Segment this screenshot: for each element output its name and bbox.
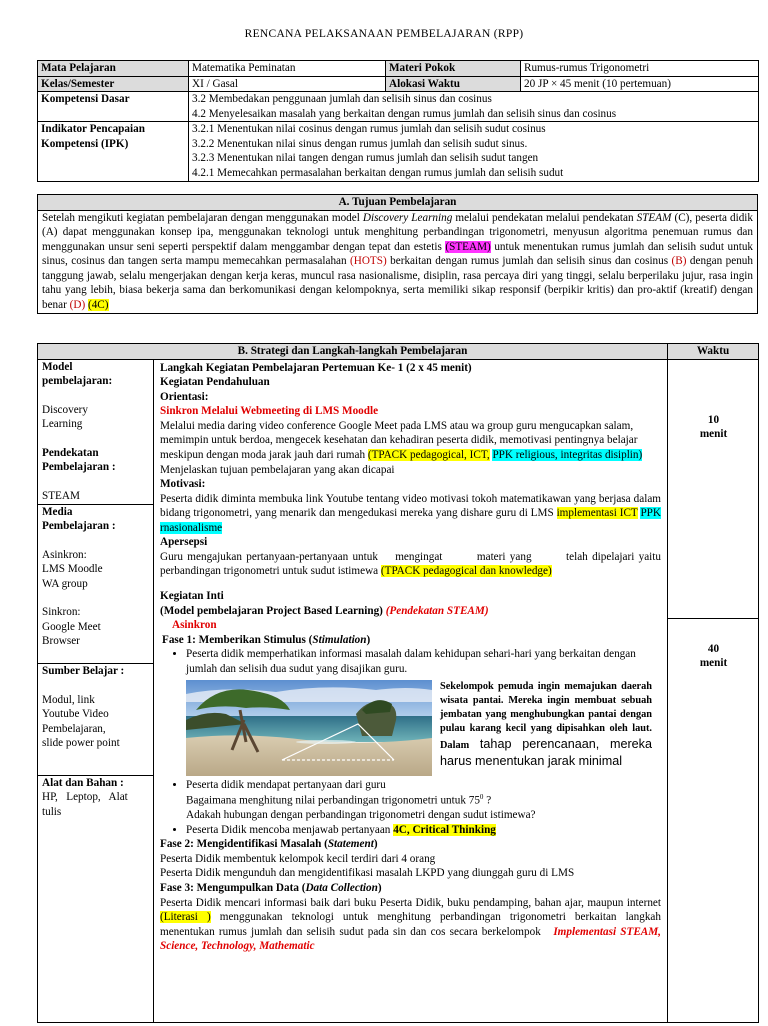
kd-item: 3.2 Membedakan penggunaan jumlah dan selisih sinus dan cosinus	[192, 93, 492, 106]
waktu-header: Waktu	[668, 344, 759, 360]
kelas-value: XI / Gasal	[189, 76, 386, 92]
alat-value: tulis	[42, 805, 62, 818]
steam-implementasi-tag: Implementasi STEAM, Science, Technology, Mathematic	[160, 925, 661, 953]
model-value: Discovery	[42, 403, 88, 416]
media-value: Browser	[42, 635, 80, 648]
materi-label: Materi Pokok	[386, 61, 521, 77]
tujuan-steam: STEAM	[636, 211, 672, 224]
apersepsi-body: Guru mengajukan pertanyaan-pertanyaan untuk mengingat materi yang telah dipelajari yaitu perbandingan trigonometri untuk sudut istimewa	[160, 550, 664, 578]
list-item	[186, 778, 661, 822]
motivasi-body: Peserta didik diminta membuka link Youtube tentang video motivasi tokoh matematikawan yang berjasa dalam bidang trigonometri, yang menarik dan mengedukasi mereka yang dishare guru di LMS	[160, 492, 661, 520]
sinkron-title: Sinkron Melalui Webmeeting di LMS Moodle	[160, 405, 379, 418]
kelas-label: Kelas/Semester	[38, 76, 189, 92]
media-value: Asinkron:	[42, 548, 87, 561]
list-item: • Peserta didik memperhatikan informasi masalah dalam kehidupan sehari-hari yang berkaitan dengan jumlah dan selisih dua sudut yang disajikan guru.	[186, 647, 661, 676]
4c-highlight: (4C)	[87, 298, 109, 311]
tujuan-text: dengan penuh tanggung jawab, selalu mengerjakan dengan kerja keras, muncul rasa nasionalisme, disiplin, rasa percaya diri yang tinggi, selalu berperilaku jujur, rasa ingin tahu yang lebih, biasa bekerja sama dan berkomunikasi dengan kelompoknya, serta memiliki sikap responsif (berpikir kritis) dan pro-aktif (kreatif) dengan benar	[42, 255, 753, 311]
story-text-large: tahap perencanaan, mereka harus menentukan jarak minimal	[440, 736, 652, 768]
ict-highlight: implementasi ICT	[556, 507, 638, 520]
fase3-label: Fase 3: Mengumpulkan Data (	[160, 882, 306, 895]
tujuan-text: berkaitan dengan rumus jumlah dan selisih sinus dan cosinus	[386, 255, 672, 268]
fase3-text	[160, 896, 664, 954]
question-intro: • Peserta didik mendapat pertanyaan dari guru	[186, 779, 386, 792]
apersepsi-title: Apersepsi	[160, 536, 208, 549]
list-item	[186, 823, 661, 838]
b-tag: (B)	[671, 255, 687, 268]
stimulus-story	[440, 680, 652, 776]
tujuan-text: untuk menentukan rumus jumlah dan selisih sudut untuk sinus, cosinus dan tangen serta mampu memecahkan permasalahan	[42, 240, 754, 268]
alat-label: Alat dan Bahan :	[42, 776, 124, 789]
waktu-number: 10	[707, 413, 720, 426]
sumber-value: Youtube Video	[42, 708, 109, 721]
d-tag: (D)	[69, 298, 86, 311]
fase2-text: Peserta Didik mengunduh dan mengidentifikasi masalah LKPD yang diunggah guru di LMS	[160, 867, 575, 880]
beach-photo	[186, 680, 432, 776]
fase1-italic: Stimulation	[312, 633, 367, 646]
pendekatan-value: STEAM	[42, 489, 80, 502]
fase2-close: )	[373, 838, 378, 851]
fase3-body: menggunakan teknologi untuk menghitung perbandingan trigonometri berkaitan langkah menentukan rumus jumlah dan selisih sudut pada sin dan cos secara berkelompok	[160, 911, 664, 938]
pendekatan-label: Pendekatan	[42, 446, 99, 459]
model-label: pembelajaran:	[42, 375, 113, 388]
ipk-label-line: Indikator Pencapaian	[41, 123, 145, 136]
waktu-column	[668, 359, 759, 1022]
document-title: RENCANA PELAKSANAAN PEMBELAJARAN (RPP)	[244, 28, 524, 40]
model-label: Model	[42, 360, 73, 373]
ipk-values	[189, 122, 759, 181]
model-pbl: (Model pembelajaran Project Based Learning)	[160, 604, 386, 617]
waktu-number: 40	[707, 642, 720, 655]
left-info-column	[38, 359, 154, 1022]
asinkron-title: Asinkron	[172, 619, 217, 632]
media-label: Media	[42, 505, 73, 518]
hots-tag: (HOTS)	[350, 255, 387, 268]
main-steps-column	[154, 359, 668, 1022]
mapel-label: Mata Pelajaran	[38, 61, 189, 77]
tujuan-model: Discovery Learning	[362, 211, 453, 224]
fase1-close: )	[366, 633, 371, 646]
fase1-title	[160, 633, 661, 648]
motivasi-text	[160, 492, 661, 536]
alokasi-label: Alokasi Waktu	[386, 76, 521, 92]
orientasi-text	[160, 419, 661, 463]
ppk-highlight: PPK rnasionalisme	[160, 507, 661, 534]
model-value: Learning	[42, 418, 83, 431]
orientasi-title: Orientasi:	[160, 390, 209, 403]
waktu-unit: menit	[699, 428, 728, 441]
waktu-unit: menit	[699, 657, 728, 670]
media-value: Google Meet	[42, 620, 101, 633]
steam-highlight: (STEAM)	[445, 240, 491, 253]
question-mark: ?	[483, 794, 492, 807]
identity-table	[37, 60, 759, 182]
media-value: Sinkron:	[42, 606, 81, 619]
strategi-header: B. Strategi dan Langkah-langkah Pembelajaran	[38, 344, 668, 360]
stimulus-block	[186, 680, 661, 776]
fase3-italic: Data Collection	[305, 882, 378, 895]
strategi-table	[37, 343, 759, 1023]
fase2-label: Fase 2: Mengidentifikasi Masalah (	[160, 838, 328, 851]
question-list	[160, 778, 661, 837]
media-value: WA group	[42, 577, 88, 590]
orientasi-body: Melalui media daring video conference Google Meet pada LMS atau wa group guru mengucapkan salam, memimpin untuk berdoa, mengecek kesehatan dan kehadiran peserta didik, memotivasi pentingnya belajar meskipun dengan moda jarak jauh dari rumah	[160, 419, 638, 461]
question-2: Adakah hubungan dengan perbandingan trigonometri dengan sudut istimewa?	[186, 809, 536, 822]
apersepsi-text	[160, 550, 664, 579]
tujuan-text: (C), peserta didik (A) dapat menggunakan konsep ipa, menggunakan teknologi untuk menghitung perbandingan trigonometri, menyusun algoritma penemuan rumus dan menggunakan unsur seni seperti perspektif dalam menggambar dengan tepat dan estetis	[42, 211, 753, 253]
waktu-40	[668, 642, 759, 671]
fase2-text: Peserta Didik membentuk kelompok kecil terdiri dari 4 orang	[160, 852, 436, 865]
story-text: Dalam	[440, 739, 470, 751]
critical-thinking-highlight: 4C, Critical Thinking	[393, 823, 496, 836]
question-1-text: Bagaimana menghitung nilai perbandingan trigonometri untuk 75	[186, 794, 480, 807]
ipk-item: 3.2.1 Menentukan nilai cosinus dengan rumus jumlah dan selisih sudut cosinus	[192, 123, 546, 136]
ppk-highlight: PPK religious, integritas disiplin)	[492, 448, 643, 461]
ipk-item: 4.2.1 Memecahkan permasalahan berkaitan dengan rumus jumlah dan selisih sudut	[192, 166, 564, 179]
question-1	[186, 793, 661, 808]
fase3-body: Peserta Didik mencari informasi baik dari buku Peserta Didik, buku pendamping, bahan ajar, maupun internet	[160, 896, 661, 909]
fase1-label: Fase 1: Memberikan Stimulus (	[162, 633, 313, 646]
fase2-title	[160, 837, 661, 852]
sumber-label: Sumber Belajar :	[42, 665, 125, 677]
media-label: Pembelajaran :	[42, 520, 116, 533]
pendekatan-steam-tag: (Pendekatan STEAM)	[385, 604, 489, 617]
tpack-highlight: (TPACK pedagogical, ICT,	[367, 448, 490, 461]
answer-text: Peserta Didik mencoba menjawab pertanyaan	[186, 823, 394, 836]
tujuan-text: Setelah mengikuti kegiatan pembelajaran dengan menggunakan model	[42, 211, 363, 224]
tujuan-body	[38, 210, 758, 313]
pendekatan-label: Pembelajaran :	[42, 461, 116, 474]
sumber-value: Pembelajaran,	[42, 722, 106, 735]
sumber-block	[38, 663, 154, 775]
degree-sup: 0	[479, 792, 484, 801]
ipk-item: 3.2.3 Menentukan nilai tangen dengan rumus jumlah dan selisih sudut tangen	[192, 152, 539, 165]
kd-item: 4.2 Menyelesaikan masalah yang berkaitan dengan rumus jumlah dan selisih sinus dan cosinus	[192, 107, 617, 120]
sumber-value: Modul, link	[42, 693, 95, 706]
langkah-title: Langkah Kegiatan Pembelajaran Pertemuan Ke- 1 (2 x 45 menit)	[160, 361, 472, 374]
tpack-highlight: (TPACK pedagogical dan knowledge)	[380, 565, 552, 578]
fase2-italic: Statement	[327, 838, 374, 851]
model-block	[38, 360, 154, 504]
ipk-label-line: Kompetensi (IPK)	[41, 137, 129, 150]
kd-values	[189, 92, 759, 122]
sumber-value: slide power point	[42, 737, 120, 750]
alat-block	[38, 775, 154, 820]
fase3-title	[160, 881, 661, 896]
materi-value: Rumus-rumus Trigonometri	[521, 61, 759, 77]
tujuan-table	[37, 194, 758, 314]
tujuan-header: A. Tujuan Pembelajaran	[38, 195, 758, 211]
model-pbl-line	[160, 604, 661, 619]
kd-label: Kompetensi Dasar	[38, 92, 189, 122]
pendahuluan-title: Kegiatan Pendahuluan	[160, 376, 270, 389]
alat-value: HP, Leptop, Alat	[42, 791, 128, 804]
literasi-highlight: (Literasi )	[160, 911, 211, 924]
media-block	[38, 504, 154, 664]
motivasi-title: Motivasi:	[160, 478, 206, 491]
waktu-divider	[668, 618, 759, 619]
orientasi-text-2: Menjelaskan tujuan pembelajaran yang akan dicapai	[160, 463, 395, 476]
ipk-item: 3.2.2 Menentukan nilai sinus dengan rumus jumlah dan selisih sudut sinus.	[192, 137, 528, 150]
media-value: LMS Moodle	[42, 563, 103, 576]
mapel-value: Matematika Peminatan	[189, 61, 386, 77]
fase3-close: )	[377, 882, 382, 895]
inti-title: Kegiatan Inti	[160, 590, 224, 602]
fase1-list	[160, 647, 661, 676]
waktu-10	[668, 413, 759, 442]
alokasi-value: 20 JP × 45 menit (10 pertemuan)	[521, 76, 759, 92]
tujuan-text: melalui pendekatan melalui pendekatan	[452, 211, 637, 224]
story-text: Sekelompok pemuda ingin memajukan daerah wisata pantai. Mereka ingin membuat sebuah jembatan yang menghubungkan pantai dengan pulau karang kecil yang dipisahkan oleh laut.	[440, 681, 652, 735]
beach-scene-image	[186, 680, 432, 776]
ipk-label	[38, 122, 189, 181]
